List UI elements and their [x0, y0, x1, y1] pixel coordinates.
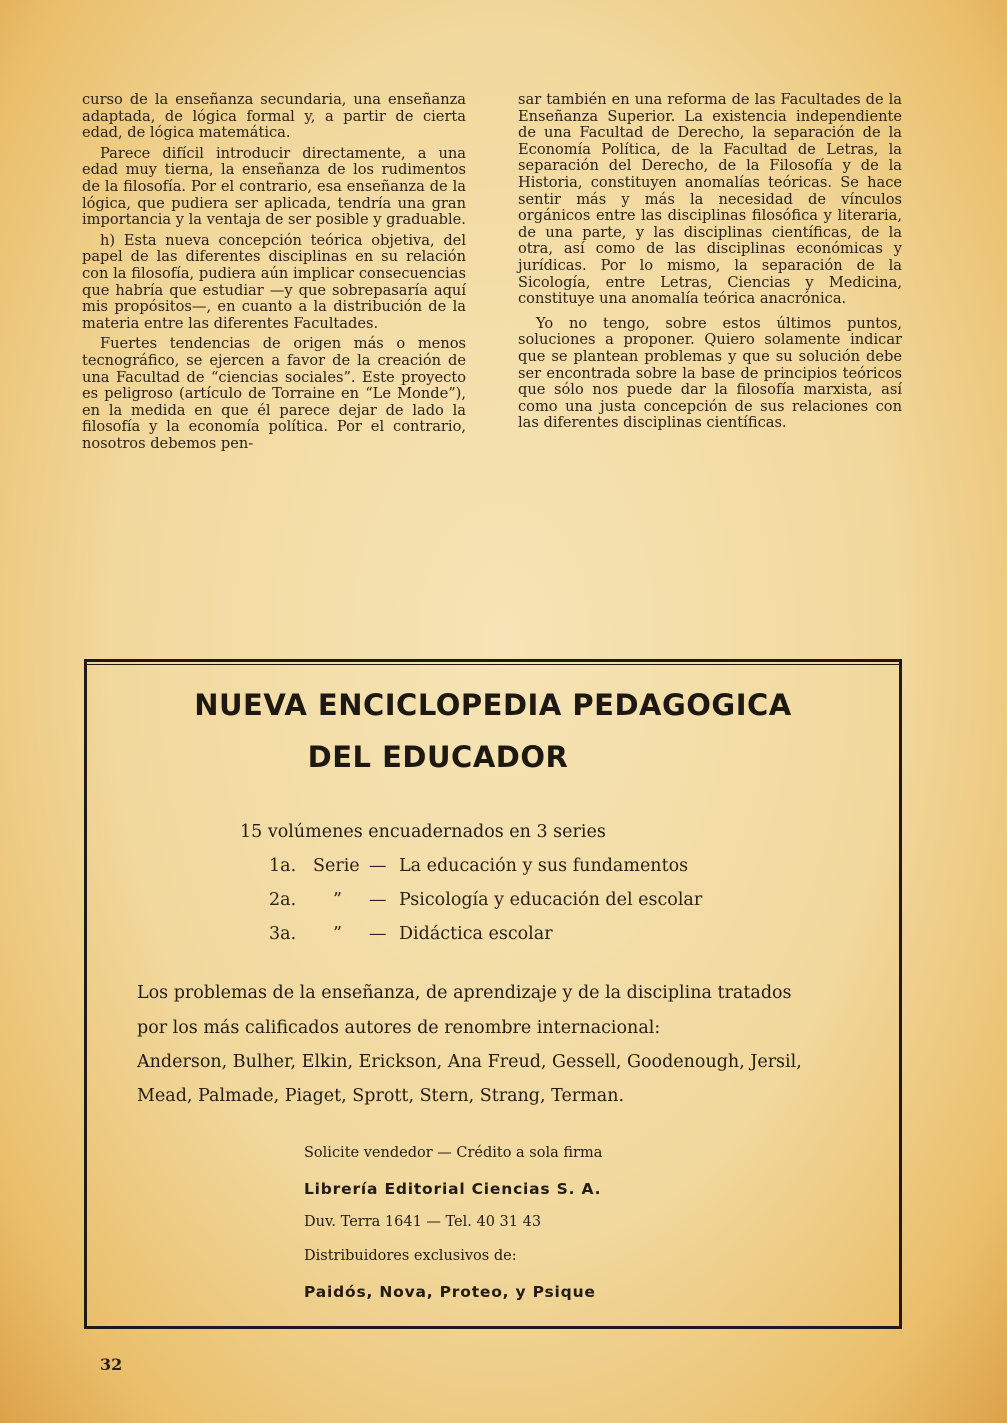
- sales-line: Solicite vendedor — Crédito a sola firma: [304, 1145, 603, 1161]
- paragraph: h) Esta nueva concepción teórica objetiva, del papel de las diferentes disciplinas en su relación con la filosofía, pudiera aún implicar consecuencias que habría que estudiar —y que sobrepasaría aquí mis propósitos—, en cuanto a la distribución de la materia entre las diferentes Facultades.: [82, 231, 466, 332]
- ad-subtitle: DEL EDUCADOR: [307, 740, 569, 774]
- description-line: por los más calificados autores de renombre internacional:: [137, 1018, 661, 1038]
- paragraph: Yo no tengo, sobre estos últimos puntos, soluciones a proponer. Quiero solamente indicar que se plantean problemas y que su solución debe ser encontrada sobre la base de principios teóricos que sólo nos puede dar la filosofía marxista, así como una justa concepción de sus relaciones con las diferentes disciplinas científicas.: [518, 314, 902, 432]
- distributors-list: Paidós, Nova, Proteo, y Psique: [304, 1283, 596, 1301]
- advertisement-box: NUEVA ENCICLOPEDIA PEDAGOGICA DEL EDUCADOR 15 volúmenes encuadernados en 3 series 1a. Serie — La educación y sus fundamentos 2a. ” — Psicología y educación del escolar 3a. ” — Didáctica escolar Los problemas de la enseñanza, de aprendizaje y de la disciplina tratados por los más calificados autores de renombre internacional: Anderson, Bulher, Elkin, Erickson, Ana Freud, Gessell, Goodenough, Jersil, Mead, Palmade, Piaget, Sprott, Stern, Strang, Terman. Solicite vendedor — Crédito a sola firma Librería Editorial Ciencias S. A. Duv. Terra 1641 — Tel. 40 31 43 Distribuidores exclusivos de: Paidós, Nova, Proteo, y Psique: [84, 659, 902, 1329]
- authors-line: Mead, Palmade, Piaget, Sprott, Stern, Strang, Terman.: [137, 1086, 625, 1106]
- paragraph: curso de la enseñanza secundaria, una enseñanza adaptada, de lógica formal y, a partir de cierta edad, de lógica matemática.: [82, 91, 466, 142]
- ad-title: NUEVA ENCICLOPEDIA PEDAGOGICA: [194, 688, 792, 722]
- page-number: 32: [100, 1355, 123, 1374]
- publisher-name: Librería Editorial Ciencias S. A.: [304, 1180, 602, 1198]
- left-text-column: [82, 92, 466, 456]
- right-text-column: [518, 92, 902, 436]
- authors-line: Anderson, Bulher, Elkin, Erickson, Ana Freud, Gessell, Goodenough, Jersil,: [137, 1052, 802, 1072]
- publisher-address: Duv. Terra 1641 — Tel. 40 31 43: [304, 1214, 542, 1230]
- distributors-label: Distribuidores exclusivos de:: [304, 1248, 517, 1264]
- paragraph: Parece difícil introducir directamente, a una edad muy tierna, la enseñanza de los rudimentos de la filosofía. Por el contrario, esa enseñanza de la lógica, que pudiera ser aplicada, tendría una gran importancia y la ventaja de ser posible y graduable.: [82, 144, 466, 229]
- volumes-line: 15 volúmenes encuadernados en 3 series: [240, 822, 606, 842]
- paragraph: Fuertes tendencias de origen más o menos tecnográfico, se ejercen a favor de la creación de una Facultad de “ciencias sociales”. Este proyecto es peligroso (artículo de Torraine en “Le Monde”), en la medida en que él parece dejar de lado la filosofía y la economía política. Por el contrario, nosotros debemos pen-: [82, 335, 466, 452]
- description-line: Los problemas de la enseñanza, de aprendizaje y de la disciplina tratados: [137, 983, 792, 1003]
- paragraph: sar también en una reforma de las Facultades de la Enseñanza Superior. La existencia independiente de una Facultad de Derecho, la separación de la Economía Política, de la Facultad de Letras, la separación del Derecho, de la Filosofía y de la Historia, constituyen anomalías teóricas. Se hace sentir más y más la necesidad de vínculos orgánicos entre las disciplinas filosófica y literaria, de una parte, y las disciplinas científicas, de la otra, así como de las disciplinas económicas y jurídicas. Por lo mismo, la separación de la Sicología, entre Letras, Ciencias y Medicina, constituye una anomalía teórica anacrónica.: [518, 91, 902, 308]
